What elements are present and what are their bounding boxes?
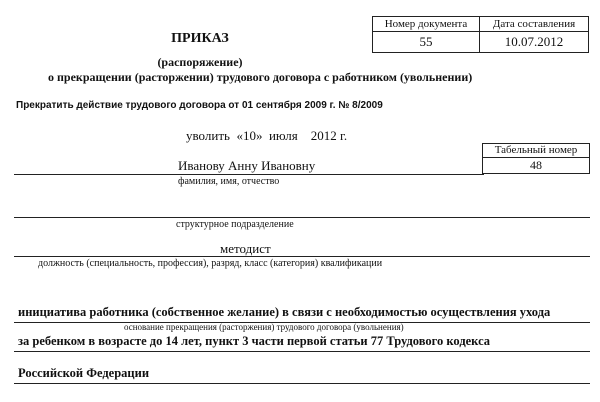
dismiss-year: 2012 г.: [310, 128, 348, 143]
grounds-line-1: инициатива работника (собственное желание) в связи с необходимостью осуществления ухода: [18, 305, 551, 319]
order-subtitle: (распоряжение): [157, 55, 243, 69]
tab-number-value: 48: [482, 157, 590, 174]
dismiss-prefix: уволить: [186, 128, 230, 143]
doc-date-header: Дата составления: [479, 16, 589, 32]
position-caption: должность (специальность, профессия), разряд, класс (категория) квалификации: [38, 258, 383, 269]
grounds-line-2: за ребенком в возрасте до 14 лет, пункт 3 части первой статьи 77 Трудового кодекса: [18, 334, 491, 348]
dismiss-month: июля: [268, 128, 298, 143]
employee-name-caption: фамилия, имя, отчество: [178, 176, 280, 187]
grounds-line-3: Российской Федерации: [18, 366, 150, 380]
employee-name: Иванову Анну Ивановну: [178, 158, 316, 173]
doc-number-value: 55: [372, 31, 480, 53]
department-caption: структурное подразделение: [176, 219, 294, 230]
order-description: о прекращении (расторжении) трудового договора с работником (увольнении): [48, 70, 473, 84]
doc-date-value: 10.07.2012: [479, 31, 589, 53]
tab-number-header: Табельный номер: [482, 143, 590, 158]
dismiss-day: «10»: [236, 128, 263, 143]
employee-name-underline: [14, 174, 484, 175]
grounds-underline-2: [14, 351, 590, 352]
doc-number-header: Номер документа: [372, 16, 480, 32]
order-title: ПРИКАЗ: [171, 31, 229, 46]
terminate-contract-line: Прекратить действие трудового договора от 01 сентября 2009 г. № 8/2009: [16, 100, 383, 111]
dismiss-line: [186, 128, 347, 144]
grounds-caption: основание прекращения (расторжения) трудового договора (увольнения): [124, 322, 404, 332]
department-underline: [14, 217, 590, 218]
position-value: методист: [220, 241, 271, 256]
grounds-underline-3: [14, 383, 590, 384]
position-underline: [14, 256, 590, 257]
